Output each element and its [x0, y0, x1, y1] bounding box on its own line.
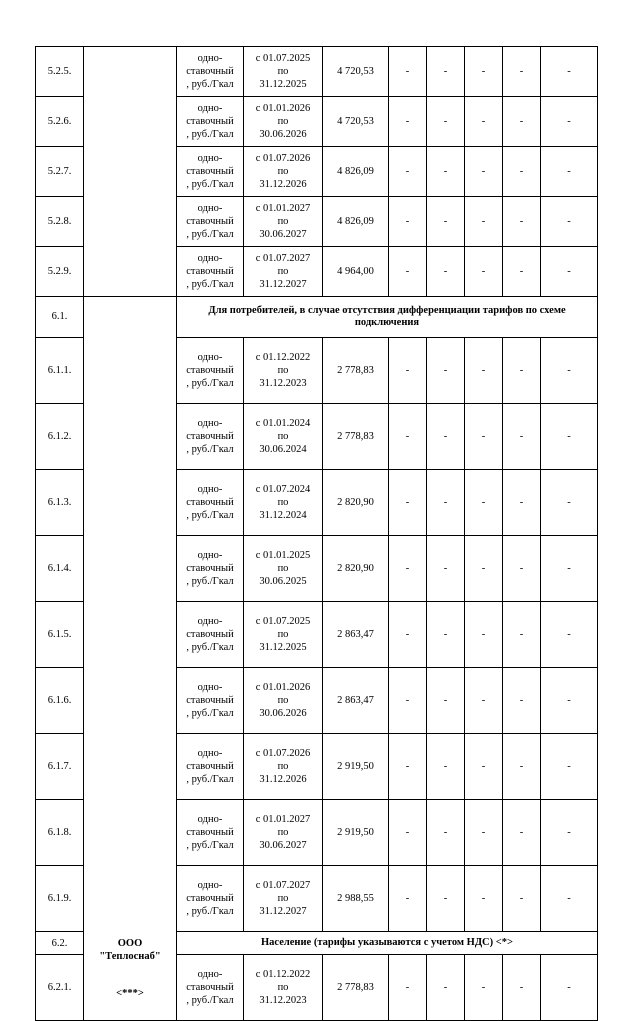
tariff-unit-line: , руб./Гкал — [186, 906, 234, 918]
empty-value-cell: - — [503, 337, 541, 403]
empty-value-cell: - — [503, 197, 541, 247]
period-cell — [244, 734, 323, 800]
period-cell — [244, 97, 323, 147]
row-number: 5.2.5. — [36, 47, 84, 97]
tariff-value: 2 988,55 — [323, 866, 389, 932]
empty-value-cell: - — [389, 536, 427, 602]
empty-value-cell: - — [541, 536, 598, 602]
tariff-unit — [177, 602, 244, 668]
empty-value-cell: - — [427, 147, 465, 197]
tariff-table-body — [36, 47, 598, 1021]
empty-value-cell: - — [541, 954, 598, 1020]
empty-value-cell: - — [503, 668, 541, 734]
empty-value-cell: - — [389, 470, 427, 536]
empty-value-cell: - — [389, 800, 427, 866]
row-number: 6.1.5. — [36, 602, 84, 668]
row-number: 6.1.7. — [36, 734, 84, 800]
period-line: по — [277, 364, 289, 376]
empty-value-cell: - — [427, 536, 465, 602]
empty-value-cell: - — [427, 247, 465, 297]
empty-value-cell: - — [427, 734, 465, 800]
empty-value-cell: - — [465, 404, 503, 470]
tariff-unit-line: , руб./Гкал — [186, 179, 234, 190]
empty-value-cell: - — [465, 866, 503, 932]
tariff-unit-line: ставочный — [186, 695, 234, 707]
empty-value-cell: - — [503, 734, 541, 800]
tariff-unit-line: , руб./Гкал — [186, 377, 234, 389]
period-line: по — [277, 116, 289, 127]
empty-value-cell: - — [503, 470, 541, 536]
tariff-unit-line: одно- — [197, 880, 223, 892]
section-title: Население (тарифы указываются с учетом НДС) <*> — [177, 932, 598, 954]
tariff-value: 2 820,90 — [323, 470, 389, 536]
period-line: 31.12.2023 — [259, 377, 307, 389]
tariff-value: 2 778,83 — [323, 404, 389, 470]
empty-value-cell: - — [503, 866, 541, 932]
empty-value-cell: - — [465, 247, 503, 297]
period-line: по — [277, 629, 289, 641]
empty-value-cell: - — [389, 147, 427, 197]
period-line: с 01.07.2026 — [255, 748, 311, 760]
empty-value-cell: - — [503, 147, 541, 197]
period-line: с 01.12.2022 — [255, 351, 311, 363]
tariff-value: 4 720,53 — [323, 97, 389, 147]
period-line: 31.12.2025 — [259, 79, 307, 90]
empty-value-cell: - — [503, 800, 541, 866]
period-line: с 01.01.2026 — [255, 682, 311, 694]
tariff-unit-line: , руб./Гкал — [186, 229, 234, 240]
tariff-unit — [177, 197, 244, 247]
empty-value-cell: - — [465, 800, 503, 866]
empty-value-cell: - — [389, 404, 427, 470]
period-cell — [244, 147, 323, 197]
period-line: по — [277, 827, 289, 839]
period-line: с 01.07.2025 — [255, 616, 311, 628]
empty-value-cell: - — [389, 866, 427, 932]
empty-value-cell: - — [427, 197, 465, 247]
empty-value-cell: - — [541, 470, 598, 536]
tariff-unit — [177, 404, 244, 470]
tariff-unit-line: одно- — [197, 484, 223, 496]
tariff-unit-line: , руб./Гкал — [186, 840, 234, 852]
tariff-unit — [177, 800, 244, 866]
tariff-unit-line: ставочный — [186, 431, 234, 443]
empty-value-cell: - — [427, 47, 465, 97]
tariff-unit — [177, 47, 244, 97]
empty-value-cell: - — [503, 247, 541, 297]
period-line: 31.12.2023 — [259, 994, 307, 1006]
row-number: 6.1.9. — [36, 866, 84, 932]
period-line: с 01.01.2026 — [255, 103, 311, 114]
empty-value-cell: - — [465, 47, 503, 97]
empty-value-cell: - — [389, 668, 427, 734]
period-line: по — [277, 66, 289, 77]
tariff-unit-line: одно- — [197, 682, 223, 694]
tariff-unit-line: одно- — [197, 103, 223, 114]
section-title: Для потребителей, в случае отсутствия дифференциации тарифов по схеме подключения — [177, 297, 598, 338]
empty-value-cell: - — [427, 800, 465, 866]
empty-value-cell: - — [503, 602, 541, 668]
period-cell — [244, 866, 323, 932]
period-line: 30.06.2026 — [259, 708, 307, 720]
period-cell — [244, 470, 323, 536]
period-cell — [244, 602, 323, 668]
period-line: 31.12.2026 — [259, 774, 307, 786]
section-number: 6.2. — [36, 932, 84, 954]
table-row — [36, 47, 598, 97]
row-number: 5.2.6. — [36, 97, 84, 147]
tariff-unit-line: одно- — [197, 616, 223, 628]
tariff-unit-line: ставочный — [186, 563, 234, 575]
period-line: по — [277, 761, 289, 773]
period-line: 31.12.2026 — [259, 179, 307, 190]
empty-value-cell: - — [465, 602, 503, 668]
tariff-unit-line: ставочный — [186, 893, 234, 905]
period-line: с 01.07.2026 — [255, 153, 311, 164]
tariff-unit-line: , руб./Гкал — [186, 129, 234, 140]
organization-name-line1: ООО — [117, 938, 143, 949]
period-line: с 01.07.2027 — [255, 253, 311, 264]
row-number: 6.1.2. — [36, 404, 84, 470]
empty-value-cell: - — [389, 197, 427, 247]
tariff-unit-line: ставочный — [186, 166, 234, 177]
empty-value-cell: - — [541, 247, 598, 297]
empty-value-cell: - — [389, 247, 427, 297]
period-line: по — [277, 981, 289, 993]
tariff-unit-line: , руб./Гкал — [186, 444, 234, 456]
tariff-unit — [177, 337, 244, 403]
empty-value-cell: - — [503, 954, 541, 1020]
tariff-value: 2 919,50 — [323, 800, 389, 866]
row-number: 5.2.8. — [36, 197, 84, 247]
period-line: с 01.01.2025 — [255, 550, 311, 562]
tariff-value: 2 820,90 — [323, 536, 389, 602]
period-cell — [244, 668, 323, 734]
tariff-unit — [177, 866, 244, 932]
empty-value-cell: - — [541, 197, 598, 247]
tariff-value: 2 863,47 — [323, 668, 389, 734]
period-cell — [244, 404, 323, 470]
tariff-unit-line: ставочный — [186, 216, 234, 227]
period-line: по — [277, 497, 289, 509]
period-line: 31.12.2025 — [259, 642, 307, 654]
row-number: 6.1.1. — [36, 337, 84, 403]
period-cell — [244, 337, 323, 403]
empty-value-cell: - — [465, 337, 503, 403]
tariff-unit-line: одно- — [197, 351, 223, 363]
tariff-table — [35, 46, 598, 1021]
empty-value-cell: - — [465, 197, 503, 247]
empty-value-cell: - — [541, 668, 598, 734]
empty-value-cell: - — [389, 602, 427, 668]
tariff-value: 2 778,83 — [323, 337, 389, 403]
tariff-unit — [177, 247, 244, 297]
empty-value-cell: - — [541, 602, 598, 668]
blank-org-cell — [84, 47, 177, 297]
tariff-value: 2 863,47 — [323, 602, 389, 668]
empty-value-cell: - — [541, 866, 598, 932]
tariff-unit-line: одно- — [197, 748, 223, 760]
period-line: с 01.07.2025 — [255, 53, 311, 64]
empty-value-cell: - — [427, 337, 465, 403]
tariff-value: 4 826,09 — [323, 147, 389, 197]
row-number: 5.2.9. — [36, 247, 84, 297]
empty-value-cell: - — [541, 97, 598, 147]
period-cell — [244, 536, 323, 602]
tariff-unit — [177, 536, 244, 602]
tariff-unit-line: , руб./Гкал — [186, 279, 234, 290]
tariff-unit-line: одно- — [197, 418, 223, 430]
empty-value-cell: - — [427, 954, 465, 1020]
period-line: с 01.12.2022 — [255, 968, 311, 980]
period-line: с 01.01.2024 — [255, 418, 311, 430]
period-line: с 01.01.2027 — [255, 814, 311, 826]
period-cell — [244, 47, 323, 97]
empty-value-cell: - — [465, 470, 503, 536]
tariff-unit-line: одно- — [197, 814, 223, 826]
empty-value-cell: - — [541, 47, 598, 97]
empty-value-cell: - — [465, 954, 503, 1020]
row-number: 6.1.6. — [36, 668, 84, 734]
tariff-unit-line: одно- — [197, 203, 223, 214]
period-cell — [244, 954, 323, 1020]
tariff-unit-line: , руб./Гкал — [186, 510, 234, 522]
row-number: 6.1.8. — [36, 800, 84, 866]
tariff-unit-line: ставочный — [186, 266, 234, 277]
tariff-value: 4 964,00 — [323, 247, 389, 297]
tariff-unit-line: , руб./Гкал — [186, 642, 234, 654]
row-number: 5.2.7. — [36, 147, 84, 197]
period-line: по — [277, 216, 289, 227]
period-line: 31.12.2024 — [259, 510, 307, 522]
empty-value-cell: - — [427, 404, 465, 470]
empty-value-cell: - — [541, 404, 598, 470]
organization-note: <***> — [116, 988, 144, 999]
tariff-unit-line: ставочный — [186, 116, 234, 127]
tariff-unit-line: ставочный — [186, 761, 234, 773]
period-line: по — [277, 893, 289, 905]
tariff-unit-line: одно- — [197, 153, 223, 164]
tariff-unit-line: , руб./Гкал — [186, 994, 234, 1006]
tariff-unit-line: одно- — [197, 550, 223, 562]
empty-value-cell: - — [465, 147, 503, 197]
period-line: 30.06.2024 — [259, 444, 307, 456]
empty-value-cell: - — [427, 866, 465, 932]
tariff-unit-line: , руб./Гкал — [186, 79, 234, 90]
tariff-value: 2 919,50 — [323, 734, 389, 800]
organization-cell — [84, 297, 177, 1021]
section-number: 6.1. — [36, 297, 84, 338]
tariff-unit — [177, 97, 244, 147]
period-line: 30.06.2027 — [259, 229, 307, 240]
tariff-unit-line: , руб./Гкал — [186, 774, 234, 786]
period-line: с 01.07.2027 — [255, 880, 311, 892]
tariff-unit-line: ставочный — [186, 66, 234, 77]
period-cell — [244, 197, 323, 247]
tariff-unit-line: одно- — [197, 253, 223, 264]
tariff-unit-line: ставочный — [186, 364, 234, 376]
tariff-unit-line: ставочный — [186, 827, 234, 839]
tariff-unit — [177, 734, 244, 800]
empty-value-cell: - — [427, 97, 465, 147]
tariff-unit-line: , руб./Гкал — [186, 576, 234, 588]
empty-value-cell: - — [503, 536, 541, 602]
tariff-unit — [177, 470, 244, 536]
tariff-unit-line: одно- — [197, 53, 223, 64]
period-line: 31.12.2027 — [259, 279, 307, 290]
empty-value-cell: - — [389, 734, 427, 800]
tariff-unit-line: ставочный — [186, 981, 234, 993]
empty-value-cell: - — [503, 404, 541, 470]
period-line: по — [277, 166, 289, 177]
empty-value-cell: - — [541, 147, 598, 197]
tariff-unit — [177, 668, 244, 734]
period-line: по — [277, 431, 289, 443]
tariff-unit-line: , руб./Гкал — [186, 708, 234, 720]
empty-value-cell: - — [427, 668, 465, 734]
empty-value-cell: - — [389, 954, 427, 1020]
tariff-value: 4 720,53 — [323, 47, 389, 97]
empty-value-cell: - — [427, 602, 465, 668]
section-header-row — [36, 297, 598, 338]
empty-value-cell: - — [389, 337, 427, 403]
empty-value-cell: - — [389, 47, 427, 97]
empty-value-cell: - — [541, 337, 598, 403]
empty-value-cell: - — [465, 97, 503, 147]
period-line: по — [277, 563, 289, 575]
tariff-unit-line: ставочный — [186, 497, 234, 509]
empty-value-cell: - — [503, 47, 541, 97]
tariff-value: 2 778,83 — [323, 954, 389, 1020]
row-number: 6.2.1. — [36, 954, 84, 1020]
empty-value-cell: - — [465, 734, 503, 800]
period-line: 30.06.2025 — [259, 576, 307, 588]
tariff-value: 4 826,09 — [323, 197, 389, 247]
empty-value-cell: - — [503, 97, 541, 147]
empty-value-cell: - — [389, 97, 427, 147]
tariff-unit-line: ставочный — [186, 629, 234, 641]
tariff-unit-line: одно- — [197, 968, 223, 980]
empty-value-cell: - — [541, 734, 598, 800]
row-number: 6.1.3. — [36, 470, 84, 536]
period-line: с 01.01.2027 — [255, 203, 311, 214]
period-cell — [244, 247, 323, 297]
organization-name-line2: "Теплоснаб" — [99, 951, 161, 962]
period-line: 30.06.2026 — [259, 129, 307, 140]
empty-value-cell: - — [427, 470, 465, 536]
period-cell — [244, 800, 323, 866]
empty-value-cell: - — [541, 800, 598, 866]
period-line: с 01.07.2024 — [255, 484, 311, 496]
tariff-unit — [177, 147, 244, 197]
tariff-unit — [177, 954, 244, 1020]
empty-value-cell: - — [465, 536, 503, 602]
period-line: по — [277, 266, 289, 277]
period-line: по — [277, 695, 289, 707]
period-line: 31.12.2027 — [259, 906, 307, 918]
row-number: 6.1.4. — [36, 536, 84, 602]
empty-value-cell: - — [465, 668, 503, 734]
period-line: 30.06.2027 — [259, 840, 307, 852]
